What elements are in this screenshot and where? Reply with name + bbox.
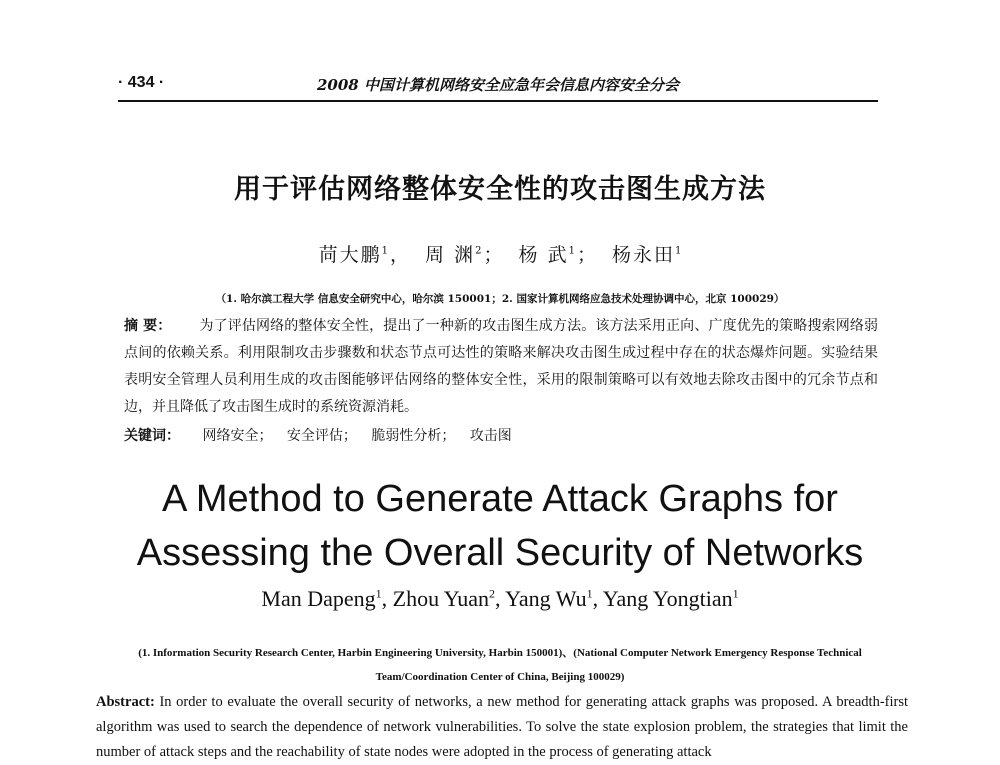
affiliation-line: Team/Coordination Center of China, Beijing 100029) [375, 671, 625, 683]
english-title-line: Assessing the Overall Security of Networks [136, 532, 864, 574]
english-abstract [96, 690, 908, 765]
running-header [118, 72, 878, 102]
author-name: 杨 武 [518, 244, 569, 266]
chinese-affiliation: （1. 哈尔滨工程大学 信息安全研究中心，哈尔滨 150001；2. 国家计算机网络应急技术处理协调中心，北京 100029） [215, 293, 785, 305]
chinese-keywords [124, 423, 878, 449]
author-name: Zhou Yuan [392, 586, 489, 611]
abstract-label: 摘 要： [124, 318, 172, 334]
keyword: 网络安全； [202, 428, 273, 444]
affiliation-line: (1. Information Security Research Center, Harbin Engineering University, Harbin 150001)、(National Computer Network Emergency Response Technical [138, 647, 862, 659]
author-separator: ； [483, 244, 505, 266]
author-separator: , [381, 586, 393, 611]
author-affiliation-mark: 2 [488, 586, 495, 601]
chinese-title: 用于评估网络整体安全性的攻击图生成方法 [234, 174, 766, 205]
author-separator: ， [389, 244, 411, 266]
author-name: Yang Yongtian [602, 586, 733, 611]
author-separator: , [592, 586, 603, 611]
author-affiliation-mark: 2 [475, 245, 482, 257]
abstract-text: 为了评估网络的整体安全性，提出了一种新的攻击图生成方法。该方法采用正向、广度优先的策略搜索网络弱点间的依赖关系。利用限制攻击步骤数和状态节点可达性的策略来解决攻击图生成过程中存在的状态爆炸问题。实验结果表明安全管理人员利用生成的攻击图能够评估网络的整体安全性，采用的限制策略可以有效地去除攻击图中的冗余节点和边，并且降低了攻击图生成时的系统资源消耗。 [124, 318, 879, 415]
page-number: · 434 · [118, 74, 165, 91]
author-affiliation-mark: 1 [568, 245, 575, 257]
english-title-line: A Method to Generate Attack Graphs for [162, 478, 838, 520]
english-affiliation [100, 641, 900, 689]
author-separator: ； [576, 244, 598, 266]
abstract-text: In order to evaluate the overall security of networks, a new method for generating attack graphs was proposed. A breadth-first algorithm was used to search the dependence of network vulnerabilities. To solve the state explosion problem, the strategies that limit the number of attack steps and the reachability of state nodes were adopted in the process of generating attack [96, 694, 909, 760]
author-name: Yang Wu [505, 586, 587, 611]
keyword: 安全评估； [286, 428, 357, 444]
author-affiliation-mark: 1 [586, 586, 593, 601]
chinese-authors [0, 240, 1000, 267]
keywords-label: 关键词： [124, 428, 180, 444]
keyword: 脆弱性分析； [371, 428, 456, 444]
english-authors [0, 586, 1000, 612]
author-affiliation-mark: 1 [381, 245, 388, 257]
author-name: 苘大鹏 [318, 244, 382, 266]
author-name: 周 渊 [425, 244, 476, 266]
abstract-label: Abstract: [96, 694, 155, 710]
author-affiliation-mark: 1 [375, 586, 382, 601]
keyword: 攻击图 [469, 428, 512, 444]
english-title [0, 472, 1000, 580]
author-name: 杨永田 [612, 244, 676, 266]
author-affiliation-mark: 1 [675, 245, 682, 257]
author-name: Man Dapeng [261, 586, 376, 611]
author-affiliation-mark: 1 [732, 586, 739, 601]
journal-title: 2008 中国计算机网络安全应急年会信息内容安全分会 [317, 76, 679, 94]
author-separator: , [494, 586, 506, 611]
chinese-abstract [124, 313, 878, 421]
